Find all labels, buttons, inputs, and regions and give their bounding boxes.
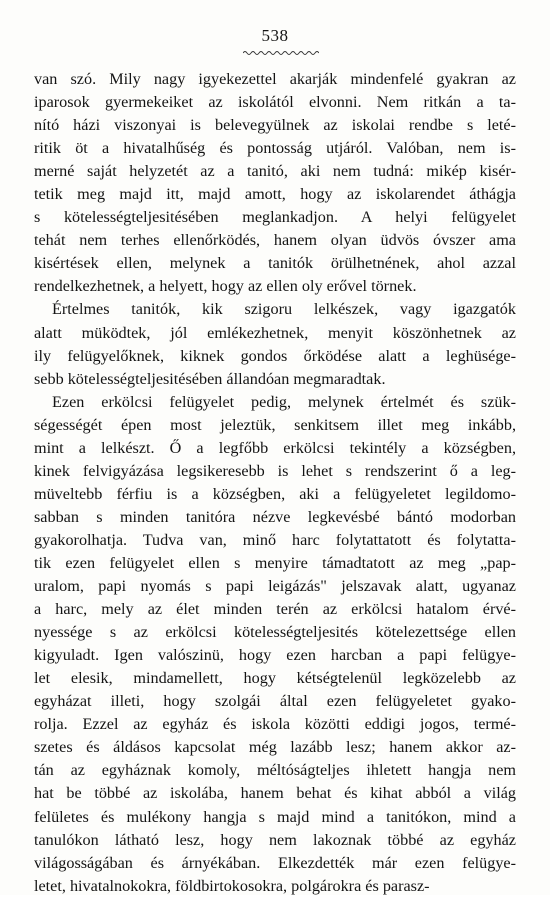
text-line: tehát nem terhes ellenőrködés, hanem olyan üdvös óvszer ama <box>34 231 516 250</box>
text-line: felületes és mulékony hangja s majd mind a tanitókon, mind a <box>34 807 516 826</box>
text-line: sabban s minden tanitóra nézve legkevésbé bántó modorban <box>34 507 516 526</box>
wavy-rule-ornament <box>243 50 319 56</box>
text-line: gyakorolhatja. Tudva van, minő harc folytattatott és folytatta- <box>34 530 516 549</box>
text-line: uralom, papi nyomás s papi leigázás" jelszavak alatt, ugyanaz <box>34 577 516 596</box>
page-number: 538 <box>261 26 289 45</box>
text-line: iparosok gyermekeiket az iskolától elvonni. Nem ritkán a ta- <box>34 93 516 112</box>
text-line: sebb kötelességteljesitésében állandóan megmaradtak. <box>34 369 386 388</box>
text-line: ritik öt a hivatalhűség és pontosság utjáról. Valóban, nem is- <box>34 139 516 158</box>
text-line: rolja. Ezzel az egyház és iskola közötti eddigi jogos, termé- <box>34 715 516 734</box>
text-line: tik ezen felügyelet ellen s menyire támadtatott az meg „pap- <box>34 553 516 572</box>
text-line: let elesik, mindamellett, hogy kétségtelenül legközelebb az <box>34 669 516 688</box>
text-line: van szó. Mily nagy igyekezettel akarják mindenfelé gyakran az <box>34 70 516 88</box>
text-line: s kötelességteljesitésében meglankadjon. A helyi felügyelet <box>34 208 516 227</box>
text-line: tetik meg majd itt, majd amott, hogy az iskolarendet áthágja <box>34 185 516 204</box>
text-line: Értelmes tanitók, kik szigoru lelkészek, vagy igazgatók <box>52 300 516 319</box>
text-line: kigyuladt. Igen valószinü, hogy ezen harcban a papi felügye- <box>34 646 516 665</box>
text-line: ségességét épen most jeleztük, senkitsem illet meg inkább, <box>34 415 516 434</box>
text-line: egyházat illeti, hogy szolgái által ezen felügyeletet gyako- <box>34 692 516 711</box>
text-line: merné saját helyzetét az a tanitó, aki nem tudná: mikép kisér- <box>34 162 516 181</box>
text-line: a harc, mely az élet minden terén az erkölcsi hatalom érvé- <box>34 600 516 619</box>
text-line: Ezen erkölcsi felügyelet pedig, melynek értelmét és szük- <box>52 392 516 411</box>
text-line: hat be többé az iskolába, hanem behat és kihat abból a világ <box>34 784 516 803</box>
text-line: szetes és áldásos kapcsolat még lazább lesz; hanem akkor az- <box>34 738 516 757</box>
text-line: rendelkezhetnek, a helyett, hogy az ellen oly erővel törnek. <box>34 277 417 296</box>
text-line: világosságában és árnyékában. Elkezdették már ezen felügye- <box>34 853 516 872</box>
text-line: nyessége s az erkölcsi kötelességteljesités kötelezettsége ellen <box>34 623 516 642</box>
text-line: letet, hivatalnokokra, földbirtokosokra, polgárokra és parasz- <box>34 876 430 895</box>
text-line: tán az egyháznak komoly, méltóságteljes ihletett hangja nem <box>34 761 516 780</box>
text-line: kisértések ellen, melynek a tanitók örülhetnének, ahol azzal <box>34 254 516 273</box>
body-text <box>34 68 516 898</box>
text-line: nító házi viszonyai is belevegyülnek az iskolai rendbe s leté- <box>34 116 516 135</box>
text-line: mint a lelkészt. Ő a legfőbb erkölcsi tekintély a községben, <box>34 438 516 457</box>
text-line: alatt müködtek, jól emlékezhetnek, menyit köszönhetnek az <box>34 323 516 342</box>
text-line: tanulókon látható lesz, hogy nem lakoznak többé az egyház <box>34 830 516 849</box>
text-line: ily felügyelőknek, kiknek gondos őrködése alatt a leghüsége- <box>34 346 516 365</box>
text-line: kinek felvigyázása legsikeresebb is lehet s rendszerint ő a leg- <box>34 461 516 480</box>
text-line: müveltebb férfiu is a községben, aki a felügyeletet legildomo- <box>34 484 516 503</box>
